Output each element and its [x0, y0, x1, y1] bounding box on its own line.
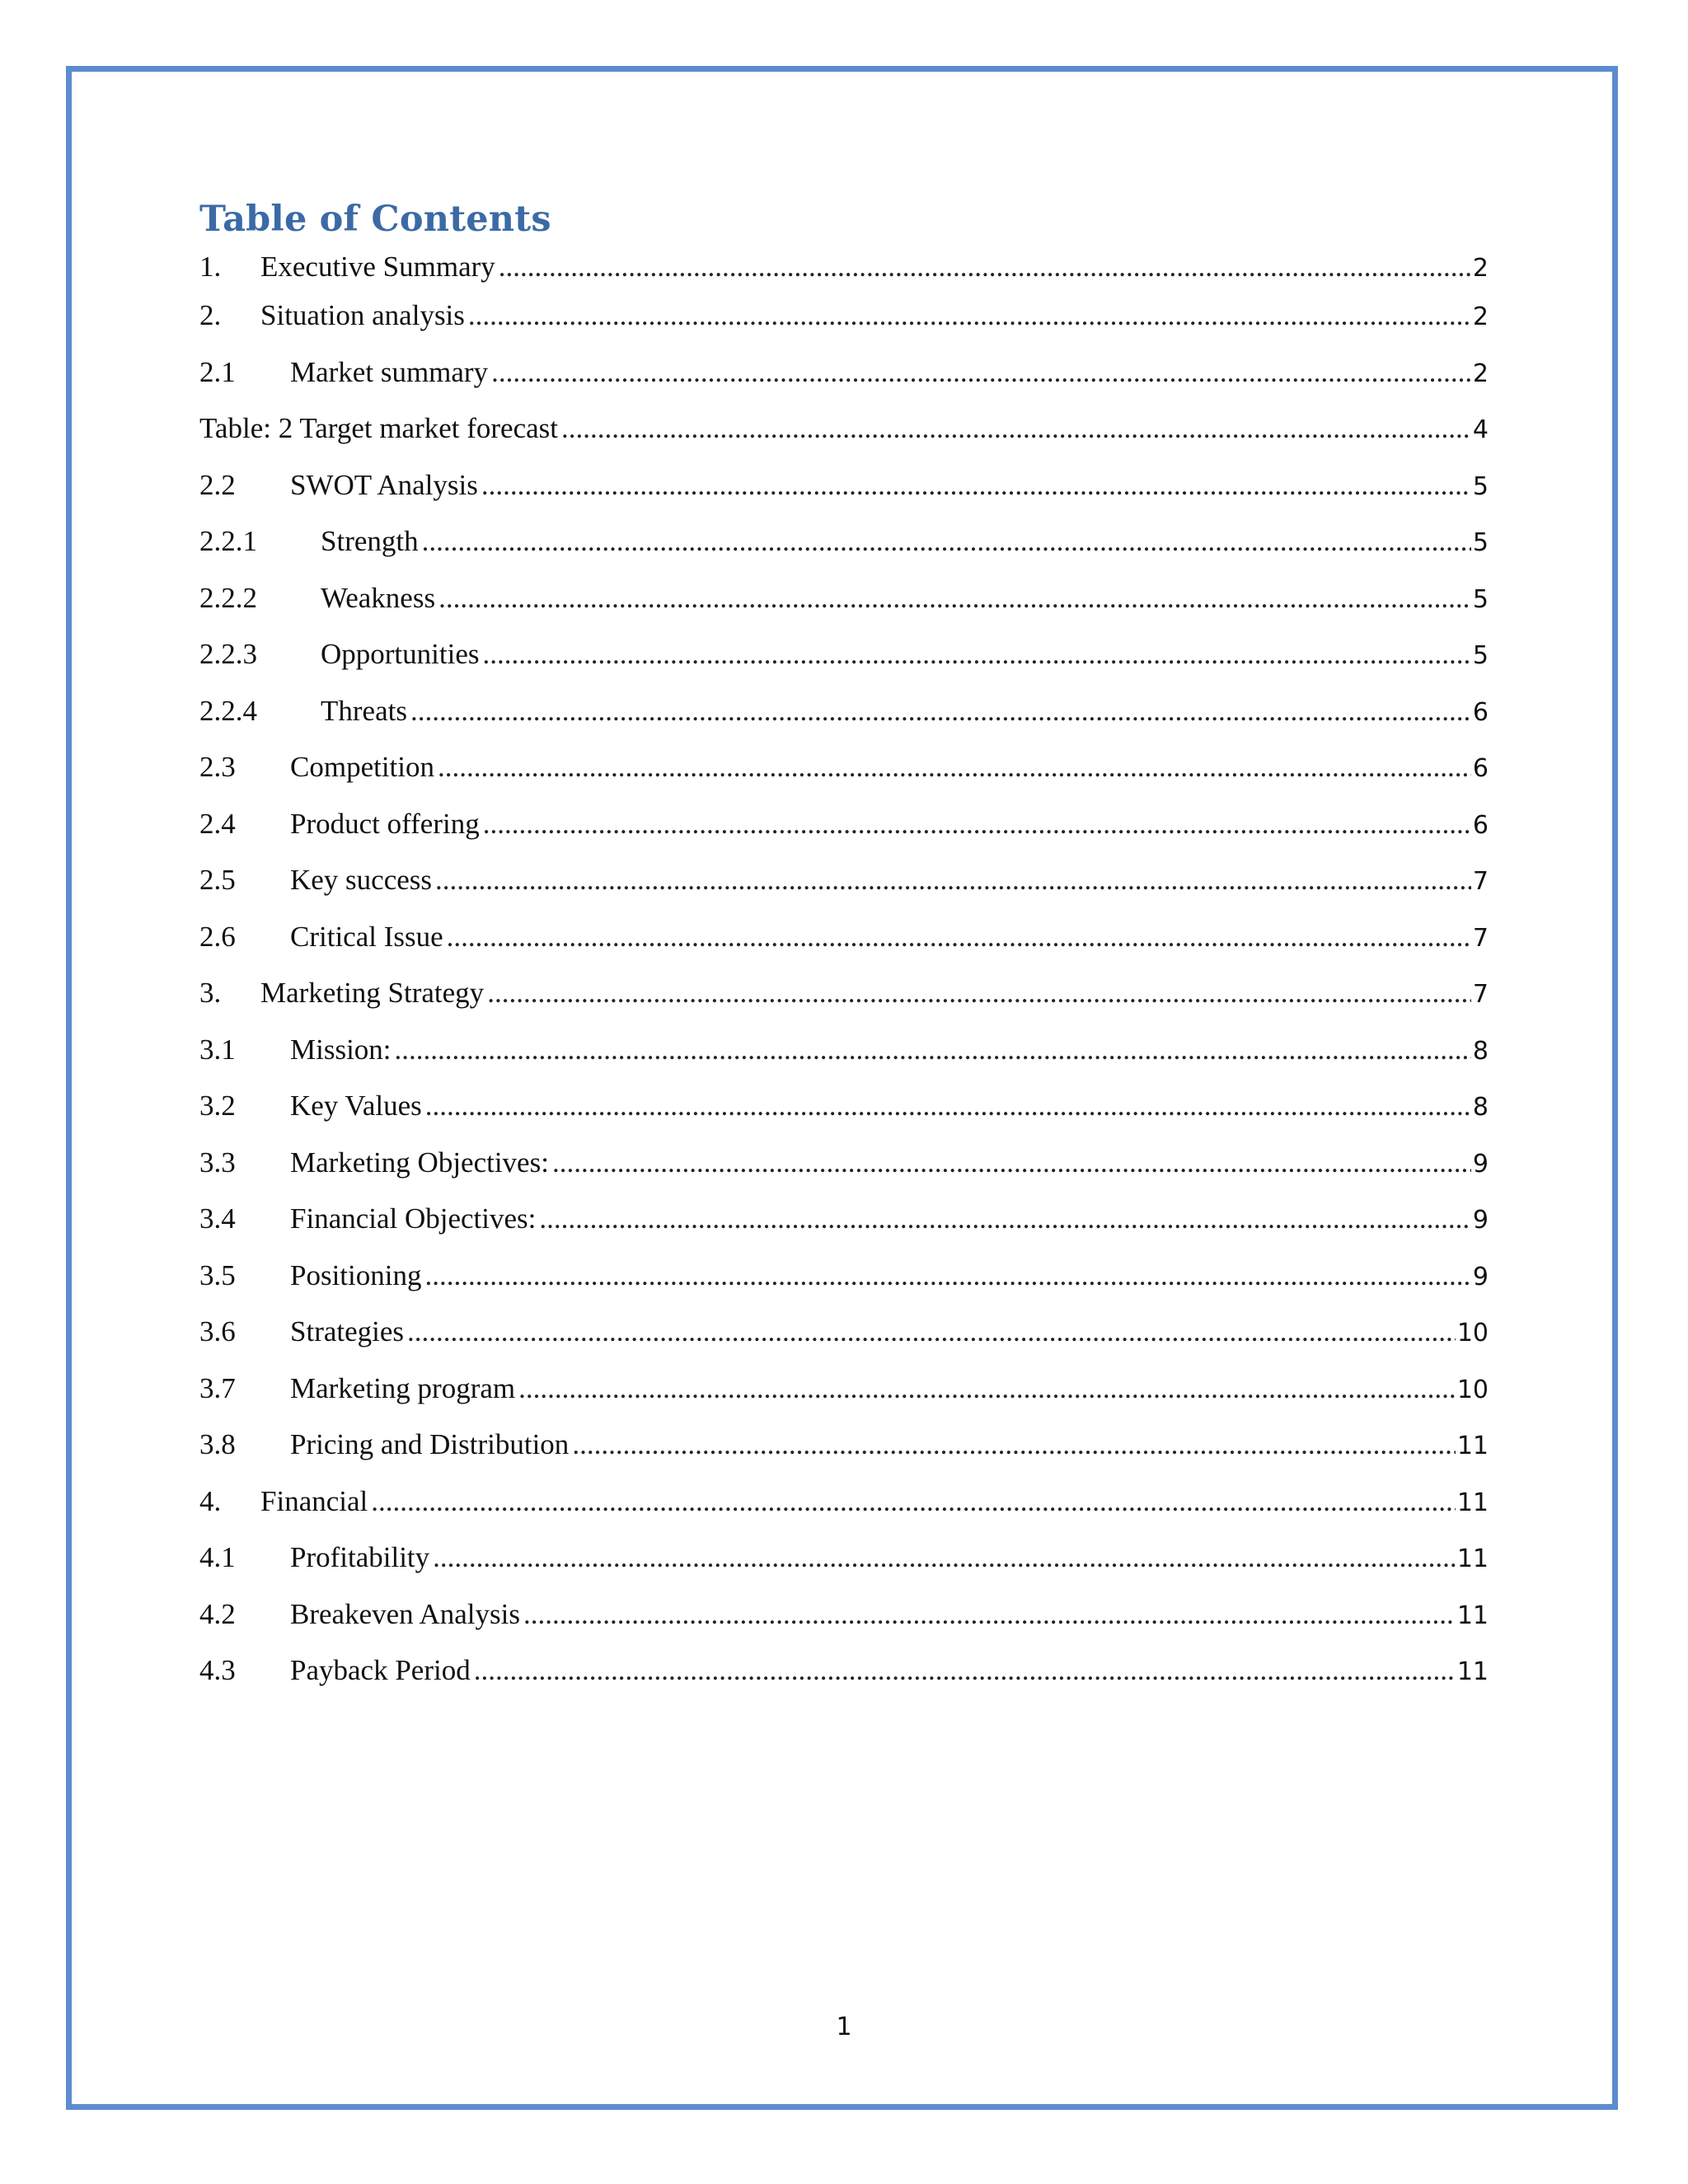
toc-entry[interactable] — [199, 1135, 1489, 1192]
toc-entry[interactable] — [199, 683, 1489, 740]
toc-entry[interactable] — [199, 796, 1489, 853]
toc-entry-text[interactable]: Key success — [290, 864, 433, 896]
toc-dot-leader — [561, 401, 1471, 457]
toc-entry-number: 4. — [199, 1484, 222, 1517]
toc-entry-number: 2.3 — [199, 751, 236, 783]
toc-entry-page[interactable]: 2 — [1472, 254, 1489, 283]
toc-dot-leader — [474, 1643, 1456, 1699]
toc-dot-leader — [539, 1191, 1471, 1248]
toc-entry-page[interactable]: 4 — [1472, 415, 1489, 444]
toc-entry-number: 4.1 — [199, 1541, 236, 1573]
toc-dot-leader — [447, 909, 1471, 966]
toc-entry-page[interactable]: 5 — [1472, 471, 1489, 501]
toc-dot-leader — [395, 1022, 1471, 1079]
toc-entry-page[interactable]: 6 — [1472, 810, 1489, 840]
toc-entry-page[interactable]: 9 — [1472, 1206, 1489, 1235]
toc-dot-leader — [523, 1586, 1456, 1643]
toc-entry-number: 3. — [199, 977, 222, 1009]
toc-entry-page[interactable]: 6 — [1472, 754, 1489, 783]
toc-entry[interactable] — [199, 1078, 1489, 1135]
toc-entry-page[interactable]: 5 — [1472, 528, 1489, 557]
toc-entry-page[interactable]: 11 — [1456, 1544, 1489, 1573]
toc-entry[interactable] — [199, 852, 1489, 909]
toc-entry-number: 4.3 — [199, 1654, 236, 1686]
toc-entry-text[interactable]: Strategies — [290, 1315, 405, 1347]
toc-entry[interactable] — [199, 513, 1489, 570]
toc-entry[interactable] — [199, 1643, 1489, 1699]
toc-entry-number: 2.6 — [199, 920, 236, 953]
toc-entry-number: 2.2.4 — [199, 694, 257, 727]
toc-dot-leader — [572, 1417, 1456, 1474]
toc-entry[interactable] — [199, 965, 1489, 1022]
toc-entry-number: 2.1 — [199, 355, 236, 388]
toc-entry-text[interactable]: Critical Issue — [290, 920, 443, 953]
toc-entry-page[interactable]: 10 — [1456, 1319, 1489, 1347]
toc-dot-leader — [425, 1078, 1471, 1135]
toc-entry-text[interactable]: Market summary — [290, 355, 489, 388]
toc-dot-leader — [435, 852, 1471, 909]
toc-entry-page[interactable]: 7 — [1472, 923, 1489, 953]
toc-entry-text[interactable]: Competition — [290, 751, 434, 783]
toc-entry-number: 4.2 — [199, 1597, 236, 1630]
toc-entry-text[interactable]: Pricing and Distribution — [290, 1428, 570, 1460]
toc-entry[interactable] — [199, 344, 1489, 401]
toc-entry[interactable] — [199, 1022, 1489, 1079]
toc-entry[interactable] — [199, 1586, 1489, 1643]
toc-dot-leader — [438, 739, 1471, 796]
toc-entry-page[interactable]: 9 — [1472, 1149, 1489, 1179]
toc-entry-number: 2.2 — [199, 468, 236, 501]
toc-entry-page[interactable]: 5 — [1472, 641, 1489, 670]
toc-dot-leader — [410, 683, 1471, 740]
toc-entry-text[interactable]: SWOT Analysis — [290, 468, 478, 501]
toc-entry-number: 2.4 — [199, 807, 236, 840]
toc-dot-leader — [552, 1135, 1471, 1192]
toc-entry-text[interactable]: Marketing Objectives: — [290, 1146, 549, 1179]
toc-entry-page[interactable]: 2 — [1472, 302, 1489, 331]
toc-entry-number: 2.2.3 — [199, 638, 257, 670]
toc-entry-page[interactable]: 8 — [1472, 1093, 1489, 1122]
toc-entry-text[interactable]: Positioning — [290, 1258, 422, 1291]
toc-entry-text[interactable]: Marketing Strategy — [260, 977, 485, 1009]
toc-entry-text[interactable]: Profitability — [290, 1541, 430, 1573]
toc-entry-text[interactable]: Marketing program — [290, 1371, 516, 1404]
toc-entry-number: 3.3 — [199, 1146, 236, 1179]
toc-entry-text[interactable]: Financial — [260, 1484, 368, 1517]
toc-dot-leader — [483, 796, 1471, 853]
toc-entry-page[interactable]: 7 — [1472, 867, 1489, 896]
toc-dot-leader — [438, 570, 1471, 627]
toc-entry-text[interactable]: Payback Period — [290, 1654, 471, 1686]
toc-entry[interactable] — [199, 246, 1489, 288]
toc-entry-text[interactable]: Key Values — [290, 1090, 422, 1122]
toc-entry[interactable] — [199, 1304, 1489, 1361]
toc-entry-page[interactable]: 10 — [1456, 1375, 1489, 1404]
toc-section — [199, 196, 1489, 1699]
toc-entry-text[interactable]: Table: 2 Target market forecast — [199, 412, 559, 444]
toc-entry-page[interactable]: 11 — [1456, 1657, 1489, 1686]
toc-entry-text[interactable]: Threats — [321, 694, 407, 727]
toc-title: Table of Contents — [199, 199, 551, 240]
toc-entry-page[interactable]: 2 — [1472, 359, 1489, 388]
toc-dot-leader — [487, 965, 1471, 1022]
toc-entry[interactable] — [199, 626, 1489, 683]
toc-entry-text[interactable]: Breakeven Analysis — [290, 1597, 520, 1630]
toc-dot-leader — [481, 457, 1471, 514]
toc-entry-page[interactable]: 11 — [1456, 1488, 1489, 1517]
toc-entry-text[interactable]: Mission: — [290, 1033, 392, 1066]
toc-entry-number: 3.1 — [199, 1033, 236, 1066]
toc-entry-text[interactable]: Weakness — [321, 581, 436, 614]
toc-entry[interactable] — [199, 1191, 1489, 1248]
toc-entry[interactable] — [199, 401, 1489, 457]
toc-entry-page[interactable]: 6 — [1472, 697, 1489, 727]
toc-list — [199, 246, 1489, 1699]
toc-entry[interactable] — [199, 288, 1489, 344]
toc-dot-leader — [499, 246, 1471, 288]
toc-entry-number: 3.2 — [199, 1090, 236, 1122]
toc-entry-text[interactable]: Situation analysis — [260, 299, 465, 331]
toc-dot-leader — [422, 513, 1471, 570]
toc-entry-number: 2.2.2 — [199, 581, 257, 614]
toc-entry-page[interactable]: 5 — [1472, 584, 1489, 614]
toc-entry-page[interactable]: 7 — [1472, 980, 1489, 1009]
toc-entry-number: 1. — [199, 251, 222, 283]
toc-entry[interactable] — [199, 1474, 1489, 1530]
page-number: 1 — [836, 2013, 852, 2041]
toc-entry-number: 3.8 — [199, 1428, 236, 1460]
toc-entry[interactable] — [199, 1361, 1489, 1418]
toc-dot-leader — [491, 344, 1471, 401]
toc-entry-number: 2.2.1 — [199, 525, 257, 557]
toc-entry-text[interactable]: Opportunities — [321, 638, 480, 670]
toc-entry-page[interactable]: 11 — [1456, 1601, 1489, 1630]
toc-entry[interactable] — [199, 1417, 1489, 1474]
toc-entry[interactable] — [199, 739, 1489, 796]
toc-dot-leader — [482, 626, 1470, 683]
toc-dot-leader — [468, 288, 1471, 344]
toc-dot-leader — [407, 1304, 1456, 1361]
toc-entry-number: 2.5 — [199, 864, 236, 896]
toc-entry-page[interactable]: 9 — [1472, 1262, 1489, 1291]
toc-entry-number: 3.7 — [199, 1371, 236, 1404]
toc-entry-number: 2. — [199, 299, 222, 331]
toc-entry-text[interactable]: Product offering — [290, 807, 480, 840]
toc-entry-number: 3.4 — [199, 1202, 236, 1235]
toc-entry-text[interactable]: Strength — [321, 525, 419, 557]
toc-entry[interactable] — [199, 909, 1489, 966]
toc-entry[interactable] — [199, 457, 1489, 514]
toc-entry-text[interactable]: Financial Objectives: — [290, 1202, 537, 1235]
toc-entry[interactable] — [199, 1248, 1489, 1305]
toc-dot-leader — [424, 1248, 1470, 1305]
toc-entry-page[interactable]: 11 — [1456, 1432, 1489, 1460]
toc-entry-page[interactable]: 8 — [1472, 1036, 1489, 1066]
toc-dot-leader — [518, 1361, 1456, 1418]
toc-entry-text[interactable]: Executive Summary — [260, 251, 495, 283]
toc-entry[interactable] — [199, 1530, 1489, 1586]
toc-entry-number: 3.5 — [199, 1258, 236, 1291]
toc-entry[interactable] — [199, 570, 1489, 627]
toc-entry-number: 3.6 — [199, 1315, 236, 1347]
toc-dot-leader — [371, 1474, 1456, 1530]
toc-dot-leader — [433, 1530, 1456, 1586]
